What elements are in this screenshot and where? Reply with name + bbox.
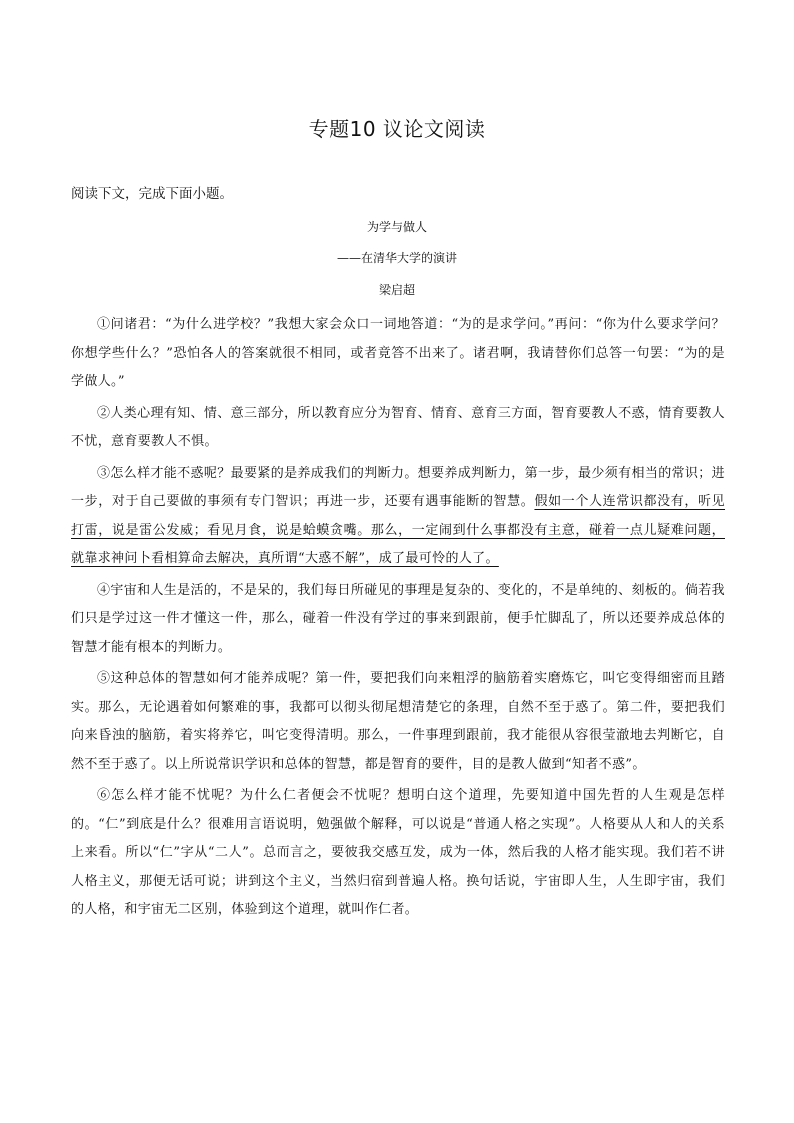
paragraph-5: [71, 665, 725, 779]
paragraph-3-text: ③怎么样才能不惑呢？最要紧的是养成我们的判断力。想要养成判断力，第一步，最少须有相当的常识；进一步，对于自己要做的事须有专门智识；再进一步，还要有遇事能断的智慧。: [71, 465, 725, 509]
article-author: 梁启超: [378, 283, 415, 297]
article-subtitle: ——在清华大学的演讲: [336, 251, 457, 265]
reading-instruction: 阅读下文，完成下面小题。: [71, 186, 233, 202]
paragraph-1: [71, 311, 725, 397]
paragraph-6: [71, 782, 725, 925]
paragraph-3-underlined-text: 假如一个人连常识都没有，听见打雷，说是雷公发威；看见月食，说是蛤蟆贪嘴。那么，一定闹到什么事都没有主意，碰着一点儿疑难问题，就靠求神问卜看相算命去解决，真所谓“大惑不解”，成了最可怜的人了。: [71, 494, 726, 566]
article-heading: 为学与做人: [366, 220, 427, 234]
article-body: [71, 311, 725, 928]
paragraph-2: [71, 400, 725, 457]
paragraph-2-text: ②人类心理有知、情、意三部分，所以教育应分为智育、情育、意育三方面，智育要教人不惑，情育要教人不忧，意育要教人不惧。: [71, 405, 725, 449]
page-title: 专题10 议论文阅读: [308, 117, 486, 141]
paragraph-5-text: ⑤这种总体的智慧如何才能养成呢？第一件，要把我们向来粗浮的脑筋着实磨炼它，叫它变得细密而且踏实。那么，无论遇着如何繁难的事，我都可以彻头彻尾想清楚它的条理，自然不至于惑了。第二件，要把我们向来昏浊的脑筋，着实将养它，叫它变得清明。那么，一件事理到跟前，我才能很从容很莹澈地去判断它，自然不至于惑了。以上所说常识学识和总体的智慧，都是智育的要件，目的是教人做到“知者不惑”。: [71, 671, 725, 772]
paragraph-1-text: ①问诸君：“为什么进学校？”我想大家会众口一词地答道：“为的是求学问。”再问：“你为什么要求学问？你想学些什么？”恐怕各人的答案就很不相同，或者竟答不出来了。诸君啊，我请替你们总答一句罢：“为的是学做人。”: [71, 317, 725, 389]
paragraph-4: [71, 577, 725, 663]
paragraph-3: [71, 460, 725, 574]
paragraph-6-text: ⑥怎么样才能不忧呢？为什么仁者便会不忧呢？想明白这个道理，先要知道中国先哲的人生观是怎样的。“仁”到底是什么？很难用言语说明，勉强做个解释，可以说是“普通人格之实现”。人格要从人和人的关系上来看。所以“仁”字从“二人”。总而言之，要彼我交感互发，成为一体，然后我的人格才能实现。我们若不讲人格主义，那便无话可说；讲到这个主义，当然归宿到普遍人格。换句话说，宇宙即人生，人生即宇宙，我们的人格，和宇宙无二区别，体验到这个道理，就叫作仁者。: [71, 788, 725, 917]
paragraph-4-text: ④宇宙和人生是活的，不是呆的，我们每日所碰见的事理是复杂的、变化的，不是单纯的、刻板的。倘若我们只是学过这一件才懂这一件，那么，碰着一件没有学过的事来到跟前，便手忙脚乱了，所以还要养成总体的智慧才能有根本的判断力。: [71, 582, 725, 655]
